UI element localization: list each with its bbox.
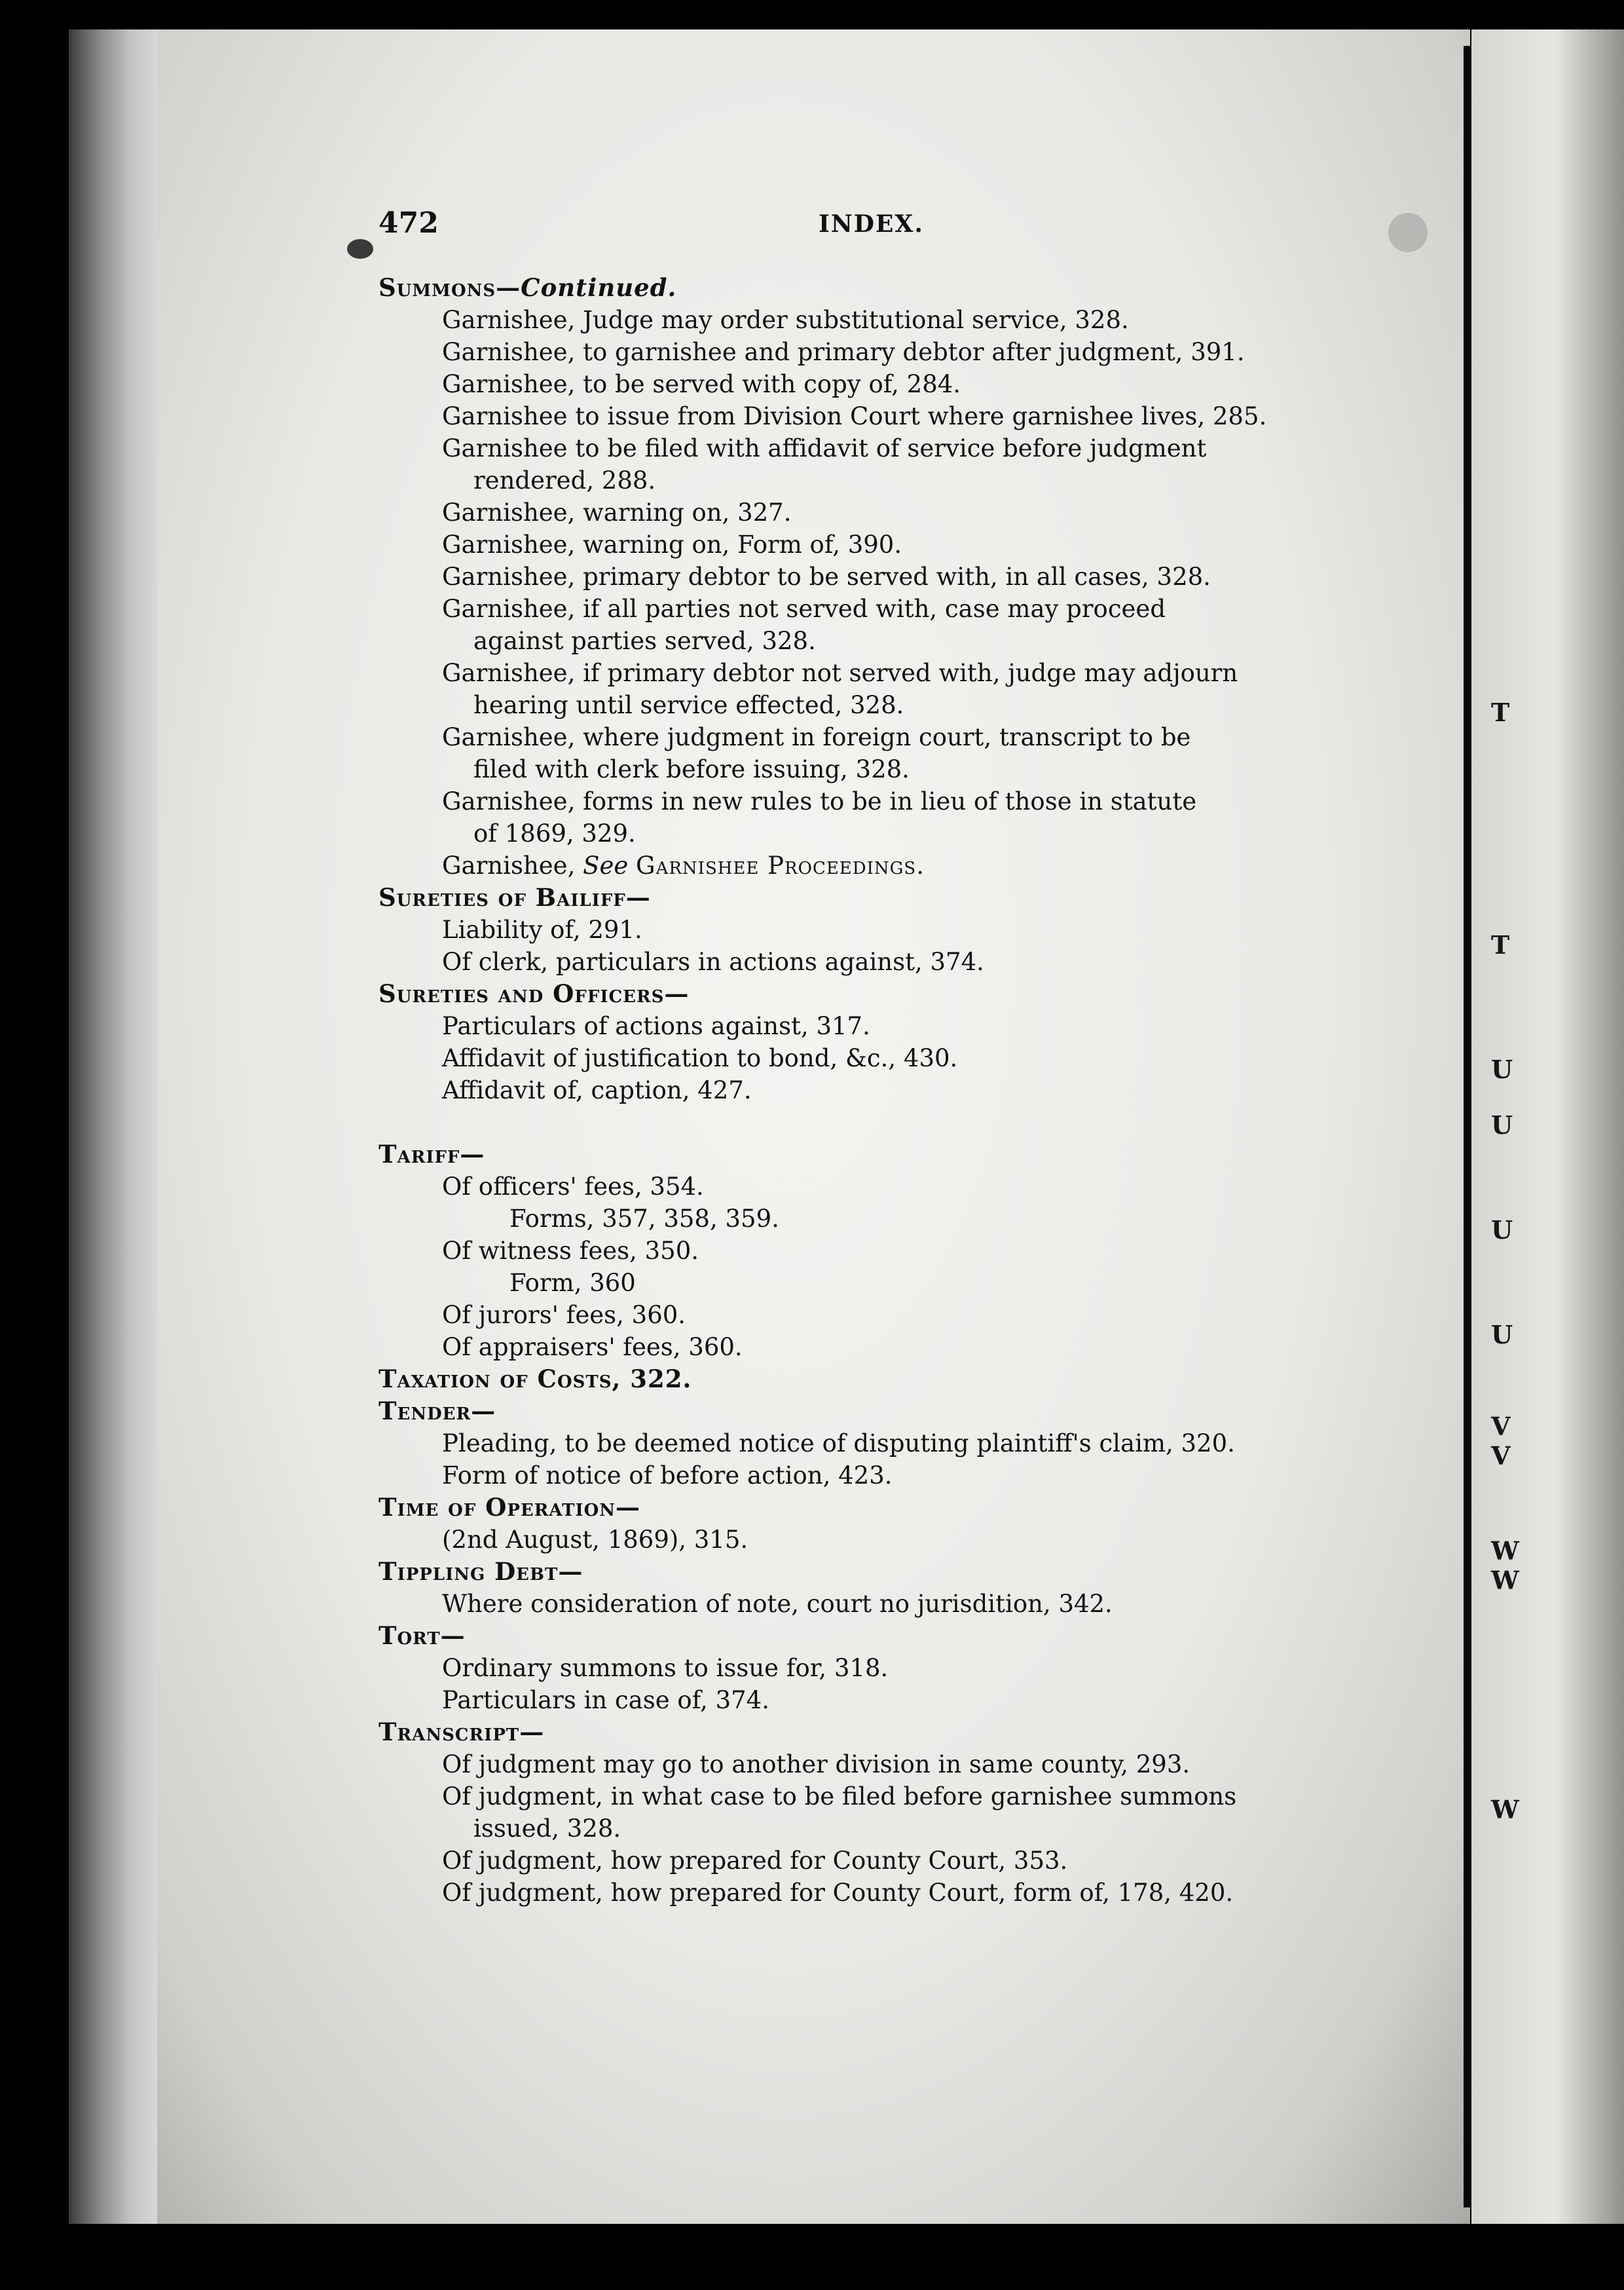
index-subentry: Garnishee, warning on, 327. (442, 498, 792, 527)
index-subentry: Where consideration of note, court no jurisdition, 342. (442, 1590, 1113, 1618)
heading-text: Tort— (378, 1621, 466, 1650)
continued-label: Continued. (521, 273, 677, 302)
index-subentry: Ordinary summons to issue for, 318. (442, 1654, 889, 1682)
subentry-continuation: rendered, 288. (473, 466, 656, 495)
index-subentry: Garnishee, primary debtor to be served with, in all cases, 328. (442, 563, 1211, 591)
facing-page (1471, 29, 1624, 2224)
index-heading (378, 1620, 1470, 1652)
facing-page-initial: U (1491, 1215, 1513, 1245)
index-subentry: Garnishee to issue from Division Court where garnishee lives, 285. (442, 402, 1267, 430)
index-subentry: Of judgment, in what case to be filed before garnishee summons (442, 1782, 1237, 1811)
page-edge-rule (1464, 46, 1471, 2207)
heading-text: Transcript— (378, 1718, 545, 1746)
index-heading (378, 1363, 1470, 1395)
index-subentry: (2nd August, 1869), 315. (442, 1526, 748, 1554)
facing-page-initial: U (1491, 1320, 1513, 1349)
book-gutter (69, 29, 157, 2224)
facing-page-initial: W (1491, 1566, 1519, 1595)
subentry-continuation: hearing until service effected, 328. (473, 691, 904, 719)
index-subentry: Garnishee, warning on, Form of, 390. (442, 531, 902, 559)
heading-text: Sureties and Officers— (378, 979, 690, 1008)
index-subentry: Garnishee, forms in new rules to be in lieu of those in statute (442, 787, 1197, 816)
index-heading (378, 1492, 1470, 1524)
index-subentry: Of judgment may go to another division in same county, 293. (442, 1750, 1190, 1778)
index-subentry: Form of notice of before action, 423. (442, 1461, 893, 1490)
spacer (378, 1106, 1470, 1138)
see-label: See (583, 852, 629, 880)
heading-text: Tippling Debt— (378, 1557, 583, 1586)
index-subentry: Of judgment, how prepared for County Court, form of, 178, 420. (442, 1879, 1234, 1907)
index-subentry: Particulars of actions against, 317. (442, 1012, 870, 1040)
index-heading (378, 882, 1470, 914)
page-header (157, 206, 1470, 246)
heading-text: Time of Operation— (378, 1493, 641, 1522)
index-heading (378, 1138, 1470, 1171)
heading-text: Summons— (378, 273, 521, 302)
heading-text: Tariff— (378, 1140, 485, 1169)
index-subentry: Liability of, 291. (442, 916, 642, 944)
index-heading (378, 272, 1470, 304)
facing-page-initial: T (1491, 698, 1510, 727)
index-subsubentry: Forms, 357, 358, 359. (509, 1205, 779, 1233)
index-subentry: Of judgment, how prepared for County Court, 353. (442, 1847, 1068, 1875)
subentry-continuation: issued, 328. (473, 1814, 621, 1843)
index-subentry: Affidavit of justification to bond, &c., 430. (442, 1044, 958, 1072)
index-subentry: Of clerk, particulars in actions against, 374. (442, 948, 984, 976)
heading-text: Sureties of Bailiff— (378, 883, 651, 912)
index-subentry: Garnishee, to garnishee and primary debtor after judgment, 391. (442, 338, 1245, 366)
index-page (157, 29, 1470, 2224)
heading-text: Taxation of Costs, 322. (378, 1364, 692, 1393)
index-subentry: Of jurors' fees, 360. (442, 1301, 686, 1329)
index-subentry (378, 850, 1470, 882)
index-heading (378, 978, 1470, 1010)
subentry-continuation: of 1869, 329. (473, 819, 636, 848)
index-subentry: Of appraisers' fees, 360. (442, 1333, 743, 1361)
index-subentry: Of witness fees, 350. (442, 1237, 699, 1265)
index-subentry: Garnishee, to be served with copy of, 284. (442, 370, 961, 398)
index-subentry: Pleading, to be deemed notice of disputing plaintiff's claim, 320. (442, 1429, 1235, 1457)
index-subsubentry: Form, 360 (509, 1269, 636, 1297)
subentry-continuation: against parties served, 328. (473, 627, 816, 655)
index-heading (378, 1395, 1470, 1427)
facing-page-initial: U (1491, 1055, 1513, 1084)
cross-reference: Garnishee Proceedings. (636, 852, 925, 880)
facing-page-initial: V (1491, 1441, 1511, 1471)
facing-page-initial: W (1491, 1795, 1519, 1824)
facing-page-initial: U (1491, 1110, 1513, 1140)
index-subentry: Of officers' fees, 354. (442, 1173, 704, 1201)
index-subentry: Garnishee to be filed with affidavit of service before judgment (442, 434, 1207, 462)
index-heading (378, 1556, 1470, 1588)
index-subentry: Garnishee, if all parties not served with, case may proceed (442, 595, 1166, 623)
facing-page-initial: V (1491, 1412, 1511, 1441)
index-subentry: Affidavit of, caption, 427. (442, 1076, 752, 1104)
index-subentry: Garnishee, Judge may order substitutional service, 328. (442, 306, 1129, 334)
subentry-text: Garnishee, (442, 852, 583, 880)
running-head: INDEX. (819, 210, 924, 238)
index-subentry: Garnishee, if primary debtor not served with, judge may adjourn (442, 659, 1238, 687)
facing-page-initial: T (1491, 930, 1510, 960)
index-subentry: Particulars in case of, 374. (442, 1686, 769, 1714)
index-entries (378, 272, 1470, 1909)
subentry-continuation: filed with clerk before issuing, 328. (473, 755, 910, 783)
facing-page-initial: W (1491, 1536, 1519, 1566)
page-number: 472 (378, 206, 439, 240)
heading-text: Tender— (378, 1397, 496, 1425)
index-subentry: Garnishee, where judgment in foreign court, transcript to be (442, 723, 1191, 751)
index-heading (378, 1716, 1470, 1748)
